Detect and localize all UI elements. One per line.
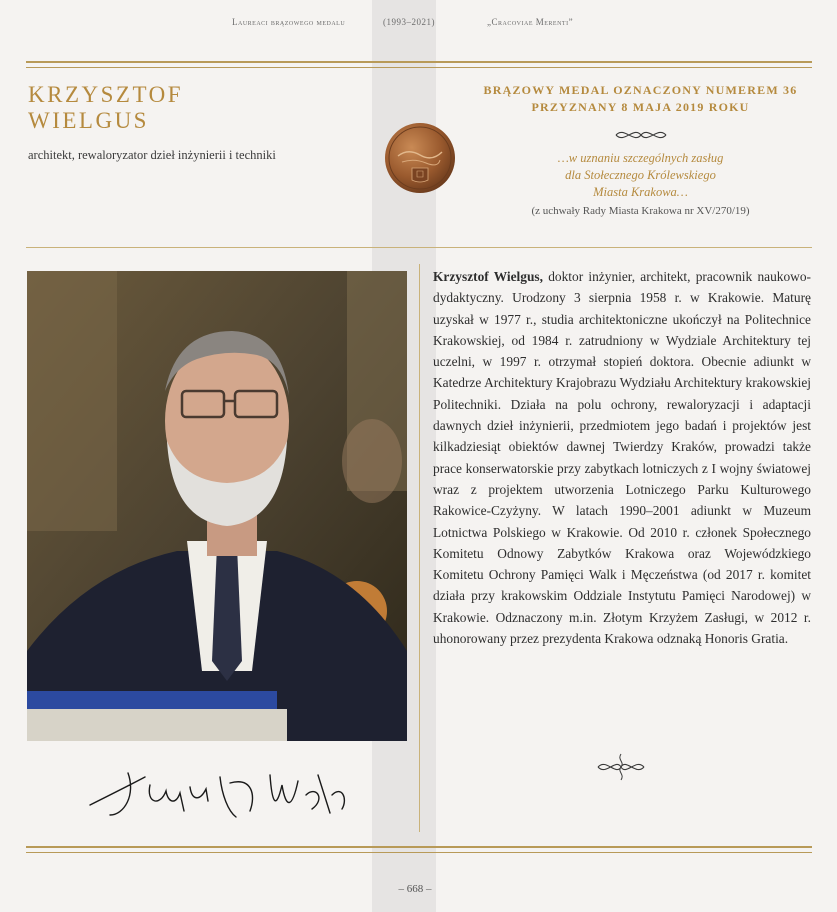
column-divider [419,264,420,832]
award-line-2: PRZYZNANY 8 MAJA 2019 ROKU [531,100,750,114]
award-quote-line-2: dla Stołecznego Królewskiego [565,168,716,182]
running-head-center: (1993–2021) [383,17,435,27]
page-number: – 668 – [398,883,432,895]
bio-body: doktor inżynier, architekt, pracownik naukowo-dydaktyczny. Urodzony 3 sierpnia 1958 r. w Krakowie. Maturę uzyskał w 1977 r., studia architektoniczne ukończył na Politechnice Krakowskiej, od 1984 r. zatrudniony w Wydziale Architektury tej uczelni, w 1997 r. otrzymał stopień doktora. Obecnie adiunkt w Katedrze Architektury Krajobrazu Wydziału Architektury krakowskiej Politechniki. Działa na polu ochrony, rewaloryzacji i adaptacji dawnych dzieł inżynierii, przedmiotem jego badań i projektów jest kilkadziesiąt obiektów dawnej Twierdzy Kraków, prowadzi także prace konserwatorskie przy zabytkach lotniczych z I wojny światowej wraz z projektem utworzenia Lotniczego Parku Kulturowego Rakowice-Czyżyny. W latach 1990–2001 adiunkt w Muzeum Lotnictwa Polskiego w Krakowie. Od 2010 r. członek Społecznego Komitetu Odnowy Zabytków Krakowa oraz Wojewódzkiego Komitetu Ochrony Pamięci Walk i Męczeństwa (od 2017 r. komitet działa przy krakowskim Oddziale Instytutu Pamięci Narodowej) w Krakowie. Odznaczony m.in. Złotym Krzyżem Zasługi, w 2012 r. uhonorowany przez prezydenta Krakowa odznaką Honoris Gratia. [433,269,811,647]
award-quote-line-3: Miasta Krakowa… [593,185,688,199]
laureate-profession: architekt, rewaloryzator dzieł inżynierii i techniki [28,148,276,162]
biography-text [433,266,811,649]
award-quote-line-1: …w uznaniu szczególnych zasług [557,151,724,165]
top-gold-rule [26,61,812,68]
laureate-portrait-photo [27,271,407,741]
laureate-first-name: KRZYSZTOF [28,82,183,107]
flourish-ornament-icon [612,126,670,144]
bronze-medal-image [384,122,456,194]
bottom-gold-rule [26,846,812,853]
running-head-left: Laureaci brązowego medalu [232,17,346,27]
laureate-name [28,82,183,134]
middle-gold-rule [26,247,812,248]
laureate-last-name: WIELGUS [28,108,149,133]
award-source: (z uchwały Rady Miasta Krakowa nr XV/270/19) [531,205,750,217]
running-head-right: „Cracoviae Merenti” [487,17,574,27]
handwritten-signature [80,755,350,825]
bottom-flourish-icon [594,750,648,784]
award-line-1: BRĄZOWY MEDAL OZNACZONY NUMEREM 36 [483,83,798,97]
bio-name: Krzysztof Wielgus, [433,269,543,284]
running-head [0,14,837,34]
award-info [468,82,813,217]
